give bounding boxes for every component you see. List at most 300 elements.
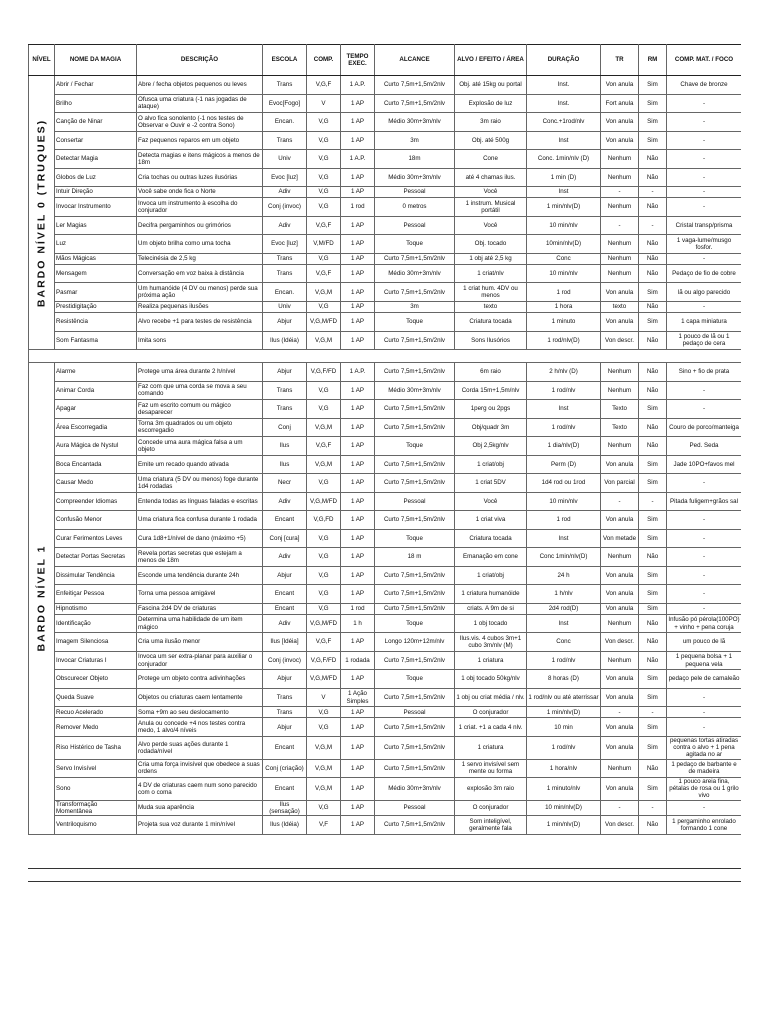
cell-components: V,G <box>307 800 341 815</box>
cell-description: Conversação em voz baixa à distância <box>137 264 263 283</box>
cell-school: Trans <box>263 400 307 419</box>
cell-description: 4 DV de criaturas caem num sono parecido com o coma <box>137 778 263 801</box>
cell-saving-throw: Texto <box>601 400 639 419</box>
cell-spell-resistance: - <box>639 492 667 511</box>
cell-casting-time: 1 A.P. <box>341 363 375 382</box>
cell-components: V <box>307 688 341 707</box>
cell-spell-name: Apagar <box>55 400 137 419</box>
cell-spell-name: Causar Medo <box>55 474 137 493</box>
cell-components: V <box>307 94 341 113</box>
cell-description: Cria uma ilusão menor <box>137 633 263 652</box>
cell-material-focus: - <box>667 511 742 530</box>
cell-spell-name: Som Fantasma <box>55 331 137 350</box>
cell-casting-time: 1 rod <box>341 603 375 614</box>
cell-range: Curto 7,5m+1,5m/2nlv <box>375 651 455 670</box>
cell-material-focus: 1 pergaminho enrolado formando 1 cone <box>667 816 742 835</box>
cell-saving-throw: Nenhum <box>601 168 639 187</box>
table-row <box>29 363 742 382</box>
cell-duration: Inst <box>527 614 601 633</box>
cell-duration: 1 rod <box>527 511 601 530</box>
cell-saving-throw: Nenhum <box>601 614 639 633</box>
cell-school: Adiv <box>263 548 307 567</box>
cell-description: Alvo perde suas ações durante 1 rodada/nível <box>137 736 263 759</box>
cell-components: V,G <box>307 718 341 737</box>
cell-saving-throw: - <box>601 492 639 511</box>
cell-description: Uma criatura (5 DV ou menos) foge durante 1d4 rodadas <box>137 474 263 493</box>
cell-components: V,G,M <box>307 759 341 778</box>
cell-spell-name: Transformação Momentânea <box>55 800 137 815</box>
cell-spell-name: Detectar Portas Secretas <box>55 548 137 567</box>
table-row <box>29 670 742 689</box>
cell-duration: 1d4 rod ou 1rod <box>527 474 601 493</box>
cell-description: Cria uma força invisível que obedece a suas ordens <box>137 759 263 778</box>
cell-spell-name: Invocar Criaturas I <box>55 651 137 670</box>
table-row <box>29 688 742 707</box>
cell-spell-resistance: Sim <box>639 688 667 707</box>
cell-spell-resistance: Não <box>639 633 667 652</box>
cell-components: V,G <box>307 585 341 604</box>
cell-spell-name: Canção de Ninar <box>55 113 137 132</box>
cell-target: Criatura tocada <box>455 313 527 332</box>
cell-casting-time: 1 AP <box>341 492 375 511</box>
table-row <box>29 313 742 332</box>
cell-saving-throw: Texto <box>601 418 639 437</box>
cell-description: Realiza pequenas ilusões <box>137 301 263 312</box>
table-row <box>29 235 742 254</box>
cell-casting-time: 1 AP <box>341 113 375 132</box>
cell-school: Necr <box>263 474 307 493</box>
cell-spell-name: Identificação <box>55 614 137 633</box>
cell-school: Encan. <box>263 113 307 132</box>
table-bottom-rule-2 <box>28 881 741 882</box>
cell-casting-time: 1 A.P. <box>341 76 375 95</box>
cell-duration: 1 dia/nlv(D) <box>527 437 601 456</box>
cell-casting-time: 1 AP <box>341 94 375 113</box>
cell-spell-name: Mensagem <box>55 264 137 283</box>
cell-spell-name: Dissimular Tendência <box>55 566 137 585</box>
cell-spell-name: Abrir / Fechar <box>55 76 137 95</box>
cell-school: Trans <box>263 381 307 400</box>
cell-range: Curto 7,5m+1,5m/2nlv <box>375 688 455 707</box>
cell-school: Encan. <box>263 283 307 302</box>
cell-spell-resistance: Não <box>639 548 667 567</box>
cell-casting-time: 1 AP <box>341 283 375 302</box>
cell-casting-time: 1 AP <box>341 474 375 493</box>
cell-duration: 1 rod <box>527 283 601 302</box>
cell-description: Concede uma aura mágica falsa a um objeto <box>137 437 263 456</box>
header-target: ALVO / EFEITO / ÁREA <box>455 45 527 76</box>
section-gap <box>29 350 742 363</box>
cell-saving-throw: Von anula <box>601 718 639 737</box>
cell-target: 1 criatura <box>455 651 527 670</box>
header-components: COMP. <box>307 45 341 76</box>
cell-duration: 1 min (D) <box>527 168 601 187</box>
cell-saving-throw: Nenhum <box>601 651 639 670</box>
cell-casting-time: 1 AP <box>341 301 375 312</box>
cell-target: O conjurador <box>455 800 527 815</box>
cell-range: Curto 7,5m+1,5m/2nlv <box>375 455 455 474</box>
table-row <box>29 603 742 614</box>
cell-saving-throw: Von anula <box>601 566 639 585</box>
cell-material-focus: - <box>667 566 742 585</box>
cell-saving-throw: Nenhum <box>601 363 639 382</box>
cell-material-focus: - <box>667 474 742 493</box>
table-row <box>29 168 742 187</box>
cell-saving-throw: - <box>601 707 639 718</box>
cell-description: Faz com que uma corda se mova a seu comando <box>137 381 263 400</box>
cell-duration: 10min/nlv(D) <box>527 235 601 254</box>
cell-school: Ilus (sensação) <box>263 800 307 815</box>
cell-duration: 1 rod/nlv <box>527 736 601 759</box>
cell-spell-resistance: Sim <box>639 670 667 689</box>
cell-target: 3m raio <box>455 113 527 132</box>
cell-spell-name: Recuo Acelerado <box>55 707 137 718</box>
cell-description: Determina uma habilidade de um item mágico <box>137 614 263 633</box>
cell-range: Curto 7,5m+1,5m/2nlv <box>375 76 455 95</box>
header-range: ALCANCE <box>375 45 455 76</box>
cell-target: O conjurador <box>455 707 527 718</box>
cell-duration: Conc 1min/nlv(D) <box>527 548 601 567</box>
cell-school: Conj (invoc) <box>263 198 307 217</box>
cell-target: 1 obj ou criat média / nlv. <box>455 688 527 707</box>
table-row <box>29 198 742 217</box>
cell-spell-resistance: Não <box>639 331 667 350</box>
cell-spell-resistance: - <box>639 800 667 815</box>
cell-spell-name: Boca Encantada <box>55 455 137 474</box>
cell-duration: Inst. <box>527 76 601 95</box>
table-row <box>29 331 742 350</box>
cell-range: Curto 7,5m+1,5m/2nlv <box>375 94 455 113</box>
cell-school: Conj (criação) <box>263 759 307 778</box>
cell-spell-resistance: Não <box>639 363 667 382</box>
cell-school: Encant <box>263 603 307 614</box>
cell-casting-time: 1 AP <box>341 707 375 718</box>
cell-spell-resistance: Não <box>639 150 667 169</box>
cell-components: V,F <box>307 816 341 835</box>
cell-range: Curto 7,5m+1,5m/2nlv <box>375 283 455 302</box>
cell-school: Abjur <box>263 566 307 585</box>
cell-duration: Conc <box>527 633 601 652</box>
cell-spell-resistance: Sim <box>639 474 667 493</box>
cell-range: Médio 30m+3m/nlv <box>375 113 455 132</box>
cell-duration: 1 rod/nlv ou até aterrissar <box>527 688 601 707</box>
cell-material-focus: lã ou algo parecido <box>667 283 742 302</box>
cell-range: Curto 7,5m+1,5m/2nlv <box>375 759 455 778</box>
cell-target: 1 criat/obj <box>455 455 527 474</box>
cell-school: Ilus <box>263 455 307 474</box>
cell-duration: Conc.+1rod/nlv <box>527 113 601 132</box>
cell-range: Pessoal <box>375 800 455 815</box>
header-material-focus: COMP. MAT. / FOCO <box>667 45 742 76</box>
cell-description: Entenda todas as línguas faladas e escritas <box>137 492 263 511</box>
cell-material-focus: - <box>667 585 742 604</box>
cell-spell-resistance: Sim <box>639 603 667 614</box>
table-row <box>29 633 742 652</box>
cell-target: 1 instrum. Musical portátil <box>455 198 527 217</box>
cell-casting-time: 1 AP <box>341 566 375 585</box>
table-row <box>29 418 742 437</box>
header-description: DESCRIÇÃO <box>137 45 263 76</box>
cell-casting-time: 1 AP <box>341 529 375 548</box>
spell-table <box>28 44 741 835</box>
cell-casting-time: 1 AP <box>341 778 375 801</box>
cell-casting-time: 1 AP <box>341 418 375 437</box>
cell-spell-name: Curar Ferimentos Leves <box>55 529 137 548</box>
table-row <box>29 759 742 778</box>
cell-saving-throw: Von descr. <box>601 633 639 652</box>
cell-range: 3m <box>375 301 455 312</box>
cell-saving-throw: Von anula <box>601 283 639 302</box>
cell-school: Ilus [Idéia] <box>263 633 307 652</box>
cell-duration: Inst <box>527 529 601 548</box>
cell-target: Você <box>455 216 527 235</box>
cell-spell-resistance: Não <box>639 816 667 835</box>
cell-saving-throw: Von anula <box>601 688 639 707</box>
cell-casting-time: 1 h <box>341 614 375 633</box>
cell-duration: 1 min/nlv(D) <box>527 198 601 217</box>
cell-description: Abre / fecha objetos pequenos ou leves <box>137 76 263 95</box>
cell-casting-time: 1 AP <box>341 718 375 737</box>
cell-school: Evoc [luz] <box>263 235 307 254</box>
cell-target: 1 obj tocado 50kg/nlv <box>455 670 527 689</box>
cell-casting-time: 1 AP <box>341 216 375 235</box>
cell-components: V,G,FD <box>307 511 341 530</box>
table-row <box>29 707 742 718</box>
cell-spell-resistance: Sim <box>639 313 667 332</box>
cell-school: Ilus (Idéia) <box>263 331 307 350</box>
cell-casting-time: 1 AP <box>341 455 375 474</box>
cell-school: Ilus <box>263 437 307 456</box>
cell-school: Ilus (Idéia) <box>263 816 307 835</box>
cell-material-focus: - <box>667 800 742 815</box>
cell-school: Trans <box>263 264 307 283</box>
cell-spell-resistance: Sim <box>639 455 667 474</box>
cell-spell-name: Animar Corda <box>55 381 137 400</box>
cell-school: Adiv <box>263 614 307 633</box>
cell-target: Criatura tocada <box>455 529 527 548</box>
cell-school: Adiv <box>263 492 307 511</box>
cell-target: 1 obj tocado <box>455 614 527 633</box>
cell-school: Evoc[Fogo] <box>263 94 307 113</box>
cell-description: Telecinésia de 2,5 kg <box>137 253 263 264</box>
cell-spell-resistance: Sim <box>639 529 667 548</box>
cell-description: Decifra pergaminhos ou grimórios <box>137 216 263 235</box>
cell-components: V,G <box>307 131 341 150</box>
cell-spell-name: Prestidigitação <box>55 301 137 312</box>
cell-range: Toque <box>375 437 455 456</box>
cell-duration: 2d4 rod(D) <box>527 603 601 614</box>
table-row <box>29 264 742 283</box>
header-level: NÍVEL <box>29 45 55 76</box>
cell-material-focus: Sino + fio de prata <box>667 363 742 382</box>
cell-description: Fascina 2d4 DV de criaturas <box>137 603 263 614</box>
cell-range: Curto 7,5m+1,5m/2nlv <box>375 816 455 835</box>
cell-range: Curto 7,5m+1,5m/2nlv <box>375 566 455 585</box>
cell-school: Abjur <box>263 313 307 332</box>
cell-components: V,G <box>307 603 341 614</box>
cell-duration: 1 minuto/nlv <box>527 778 601 801</box>
cell-description: Cura 1d8+1/nível de dano (máximo +5) <box>137 529 263 548</box>
cell-saving-throw: Fort anula <box>601 94 639 113</box>
cell-description: Revela portas secretas que estejam a menos de 18m <box>137 548 263 567</box>
cell-casting-time: 1 AP <box>341 736 375 759</box>
cell-target: 1 criat/obj <box>455 566 527 585</box>
cell-casting-time: 1 rodada <box>341 651 375 670</box>
header-spell-resistance: RM <box>639 45 667 76</box>
cell-material-focus: - <box>667 168 742 187</box>
cell-saving-throw: Von anula <box>601 113 639 132</box>
table-row <box>29 113 742 132</box>
table-row <box>29 566 742 585</box>
cell-range: Curto 7,5m+1,5m/2nlv <box>375 253 455 264</box>
cell-material-focus: - <box>667 113 742 132</box>
cell-spell-name: Resistência <box>55 313 137 332</box>
level-label: BARDO NÍVEL 0 (TRUQUES) <box>34 118 47 307</box>
cell-spell-name: Consertar <box>55 131 137 150</box>
cell-target: Sons Ilusórios <box>455 331 527 350</box>
cell-casting-time: 1 AP <box>341 253 375 264</box>
cell-target: até 4 chamas ilus. <box>455 168 527 187</box>
cell-saving-throw: Von anula <box>601 603 639 614</box>
cell-spell-resistance: Não <box>639 301 667 312</box>
cell-target: 1perg ou 2pgs <box>455 400 527 419</box>
cell-description: Faz pequenos reparos em um objeto <box>137 131 263 150</box>
spell-table-body <box>29 76 742 835</box>
cell-casting-time: 1 AP <box>341 168 375 187</box>
table-row <box>29 816 742 835</box>
cell-saving-throw: Nenhum <box>601 198 639 217</box>
cell-school: Univ <box>263 301 307 312</box>
cell-description: Um objeto brilha como uma tocha <box>137 235 263 254</box>
cell-range: Toque <box>375 235 455 254</box>
cell-material-focus: - <box>667 381 742 400</box>
cell-spell-resistance: Não <box>639 614 667 633</box>
cell-range: Curto 7,5m+1,5m/2nlv <box>375 585 455 604</box>
cell-target: 1 criat 5DV <box>455 474 527 493</box>
cell-saving-throw: Von anula <box>601 585 639 604</box>
cell-casting-time: 1 Ação Simples <box>341 688 375 707</box>
cell-casting-time: 1 AP <box>341 816 375 835</box>
table-row <box>29 614 742 633</box>
cell-target: Obj 2,5kg/nlv <box>455 437 527 456</box>
table-row <box>29 437 742 456</box>
cell-spell-name: Confusão Menor <box>55 511 137 530</box>
cell-description: Cria tochas ou outras luzes ilusórias <box>137 168 263 187</box>
cell-saving-throw: texto <box>601 301 639 312</box>
cell-casting-time: 1 AP <box>341 400 375 419</box>
cell-spell-name: Invocar Instrumento <box>55 198 137 217</box>
cell-school: Adiv <box>263 216 307 235</box>
cell-description: Você sabe onde fica o Norte <box>137 187 263 198</box>
cell-school: Conj (invoc) <box>263 651 307 670</box>
cell-school: Trans <box>263 76 307 95</box>
cell-material-focus: - <box>667 603 742 614</box>
cell-casting-time: 1 AP <box>341 381 375 400</box>
cell-spell-name: Globos de Luz <box>55 168 137 187</box>
cell-target: criats. A 9m de si <box>455 603 527 614</box>
cell-components: V,G <box>307 707 341 718</box>
cell-components: V,G <box>307 400 341 419</box>
header-row <box>29 45 742 76</box>
cell-school: Univ <box>263 150 307 169</box>
cell-range: Pessoal <box>375 707 455 718</box>
table-row <box>29 474 742 493</box>
cell-spell-resistance: Sim <box>639 736 667 759</box>
table-row <box>29 585 742 604</box>
cell-target: 1 criat. +1 a cada 4 nlv. <box>455 718 527 737</box>
cell-components: V,G,M/FD <box>307 313 341 332</box>
cell-components: V,G,M <box>307 736 341 759</box>
cell-duration: 2 h/nlv (D) <box>527 363 601 382</box>
cell-description: Um humanóide (4 DV ou menos) perde sua próxima ação <box>137 283 263 302</box>
cell-spell-name: Sono <box>55 778 137 801</box>
cell-material-focus: Ped. Seda <box>667 437 742 456</box>
cell-casting-time: 1 AP <box>341 585 375 604</box>
cell-range: Médio 30m+3m/nlv <box>375 168 455 187</box>
cell-spell-resistance: Não <box>639 381 667 400</box>
cell-spell-name: Intuir Direção <box>55 187 137 198</box>
cell-spell-name: Riso Histérico de Tasha <box>55 736 137 759</box>
cell-range: Médio 30m+3m/nlv <box>375 381 455 400</box>
cell-saving-throw: - <box>601 800 639 815</box>
cell-spell-resistance: Não <box>639 651 667 670</box>
table-row <box>29 76 742 95</box>
cell-range: Longo 120m+12m/nlv <box>375 633 455 652</box>
cell-school: Abjur <box>263 670 307 689</box>
cell-components: V,G,M <box>307 283 341 302</box>
spell-table-sheet <box>28 44 741 886</box>
cell-saving-throw: Von anula <box>601 455 639 474</box>
cell-duration: 1 rod/nlv(D) <box>527 331 601 350</box>
cell-target: Som inteligível, geralmente fala <box>455 816 527 835</box>
cell-material-focus: Pitada fuligem+grãos sal <box>667 492 742 511</box>
cell-saving-throw: Nenhum <box>601 548 639 567</box>
cell-description: Imita sons <box>137 331 263 350</box>
cell-material-focus: - <box>667 187 742 198</box>
cell-material-focus: - <box>667 400 742 419</box>
cell-duration: 10 min/nlv <box>527 492 601 511</box>
cell-spell-resistance: Não <box>639 264 667 283</box>
cell-target: Obj/quadr 3m <box>455 418 527 437</box>
cell-duration: 24 h <box>527 566 601 585</box>
cell-range: 0 metros <box>375 198 455 217</box>
cell-spell-resistance: - <box>639 216 667 235</box>
cell-spell-resistance: Sim <box>639 131 667 150</box>
cell-spell-name: Ventriloquismo <box>55 816 137 835</box>
cell-description: Alvo recebe +1 para testes de resistência <box>137 313 263 332</box>
cell-material-focus: Cristal transp/prisma <box>667 216 742 235</box>
cell-spell-resistance: Sim <box>639 76 667 95</box>
cell-casting-time: 1 AP <box>341 437 375 456</box>
cell-target: Ilus.vis. 4 cubos 3m+1 cubo 3m/nlv (M) <box>455 633 527 652</box>
cell-school: Abjur <box>263 363 307 382</box>
cell-spell-resistance: Não <box>639 437 667 456</box>
cell-description: Protege um objeto contra adivinhações <box>137 670 263 689</box>
cell-range: Curto 7,5m+1,5m/2nlv <box>375 603 455 614</box>
cell-casting-time: 1 A.P. <box>341 150 375 169</box>
table-row <box>29 455 742 474</box>
cell-spell-resistance: Sim <box>639 778 667 801</box>
cell-spell-name: Imagem Silenciosa <box>55 633 137 652</box>
cell-duration: 1 h/nlv <box>527 585 601 604</box>
cell-school: Abjur <box>263 718 307 737</box>
cell-spell-resistance: Não <box>639 235 667 254</box>
header-school: ESCOLA <box>263 45 307 76</box>
table-row <box>29 492 742 511</box>
cell-material-focus: - <box>667 94 742 113</box>
cell-spell-resistance: Sim <box>639 718 667 737</box>
table-row <box>29 778 742 801</box>
